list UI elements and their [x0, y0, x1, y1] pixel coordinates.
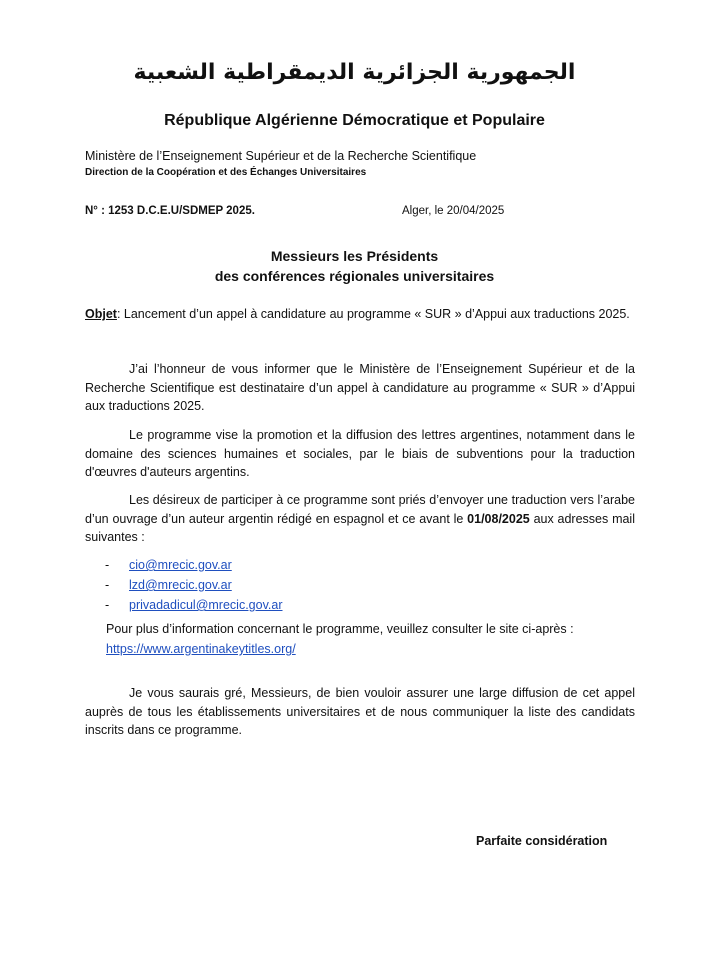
paragraph-2: [85, 426, 635, 482]
list-item: [105, 595, 283, 615]
bullet-dash: -: [105, 598, 110, 612]
info-text: Pour plus d’information concernant le programme, veuillez consulter le site ci-après :: [106, 622, 574, 636]
addressee-line2: des conférences régionales universitaires: [214, 268, 495, 284]
arabic-title: الجمهورية الجزائرية الديمقراطية الشعبية: [133, 60, 576, 85]
ministry-line: Ministère de l’Enseignement Supérieur et de la Recherche Scientifique: [85, 149, 477, 163]
email-link[interactable]: privadadicul@mrecic.gov.ar: [129, 598, 283, 612]
email-list: [105, 555, 283, 615]
place-date: Alger, le 20/04/2025: [402, 205, 505, 217]
deadline-date: 01/08/2025: [467, 511, 530, 526]
bullet-dash: -: [105, 558, 110, 572]
paragraph-3-text-b: aux adresses mail suivantes :: [85, 511, 635, 544]
email-link[interactable]: cio@mrecic.gov.ar: [129, 558, 232, 572]
paragraph-4-text: Je vous saurais gré, Messieurs, de bien vouloir assurer une large diffusion de cet appel auprès de tous les établissements universitaires et de nous communiquer la liste des candidats inscrits dans ce programme.: [85, 686, 635, 737]
paragraph-3-text-a: Les désireux de participer à ce programme sont priés d’envoyer une traduction vers l’arabe d’un ouvrage d’un auteur argentin rédigé en espagnol et ce avant le: [85, 493, 635, 526]
email-link[interactable]: lzd@mrecic.gov.ar: [129, 578, 232, 592]
info-paragraph: [106, 619, 636, 659]
list-item: [105, 575, 283, 595]
direction-line: Direction de la Coopération et des Échanges Universitaires: [85, 167, 367, 178]
website-link[interactable]: https://www.argentinakeytitles.org/: [106, 642, 296, 656]
bullet-dash: -: [105, 578, 110, 592]
paragraph-2-text: Le programme vise la promotion et la diffusion des lettres argentines, notamment dans le domaine des sciences humaines et sociales, par le biais de subventions pour la traduction d'œuvres d'auteurs argentins.: [85, 428, 635, 479]
subject: [85, 305, 631, 323]
closing-line: Parfaite considération: [476, 834, 608, 848]
french-title: République Algérienne Démocratique et Populaire: [164, 112, 545, 129]
reference-number: N° : 1253 D.C.E.U/SDMEP 2025.: [85, 205, 255, 217]
paragraph-4: [85, 684, 635, 740]
addressee-line1: Messieurs les Présidents: [270, 248, 439, 264]
paragraph-1-text: J’ai l’honneur de vous informer que le Ministère de l’Enseignement Supérieur et de la Recherche Scientifique est destinataire d’un appel à candidature au programme « SUR » d’Appui aux traductions 2025.: [85, 362, 635, 413]
paragraph-1: [85, 360, 635, 416]
subject-label: Objet: [85, 307, 117, 321]
paragraph-3: [85, 491, 635, 547]
list-item: [105, 555, 283, 575]
subject-text: : Lancement d’un appel à candidature au programme « SUR » d’Appui aux traductions 2025.: [116, 307, 630, 321]
